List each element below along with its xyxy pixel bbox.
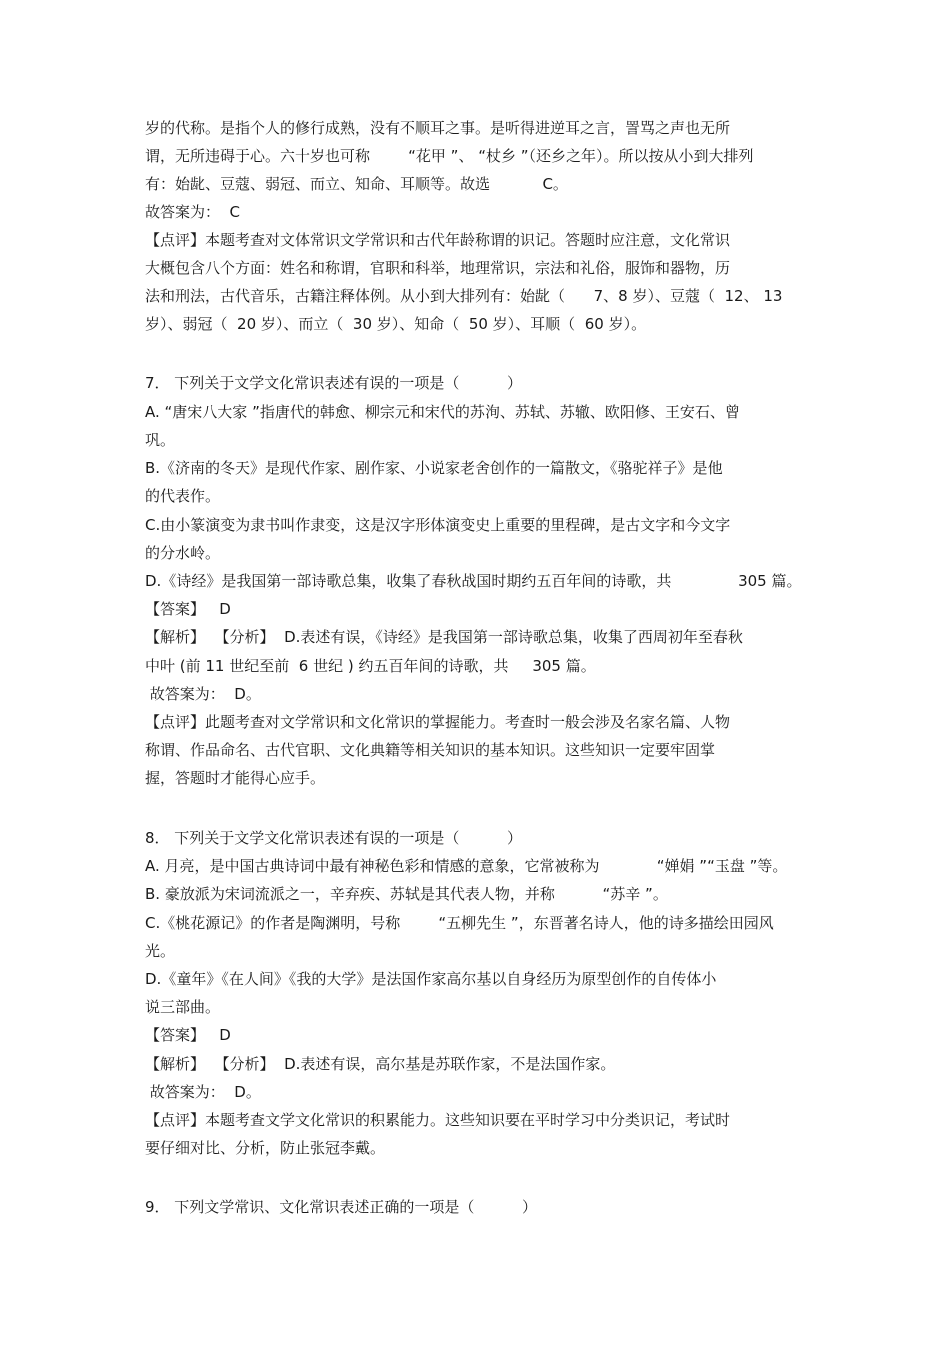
option-b: B. 豪放派为宋词流派之一，辛弃疾、苏轼是其代表人物，并称 “苏辛 ”。 — [145, 885, 668, 903]
text-line: 岁的代称。是指个人的修行成熟，没有不顺耳之事。是听得进逆耳之言，詈骂之声也无所 — [145, 119, 731, 137]
option-c: C.由小篆演变为隶书叫作隶变，这是汉字形体演变史上重要的里程碑，是古文字和今文字 — [145, 516, 731, 534]
text-line: 中叶 (前 11 世纪至前 6 世纪 ) 约五百年间的诗歌，共 305 篇。 — [145, 657, 596, 675]
question-stem-9: 9． 下列文学常识、文化常识表述正确的一项是（ ） — [145, 1198, 537, 1216]
question-stem-8: 8． 下列关于文学文化常识表述有误的一项是（ ） — [145, 829, 522, 847]
analysis-line: 【解析】 【分析】 D.表述有误，高尔基是苏联作家，不是法国作家。 — [145, 1055, 616, 1073]
option-a: A. “唐宋八大家 ”指唐代的韩愈、柳宗元和宋代的苏洵、苏轼、苏辙、欧阳修、王安石、曾 — [145, 403, 740, 421]
text-line: 巩。 — [145, 431, 176, 449]
text-line: 故答案为： C — [145, 203, 241, 221]
text-line: 握，答题时才能得心应手。 — [145, 769, 326, 787]
question-stem-7: 7． 下列关于文学文化常识表述有误的一项是（ ） — [145, 374, 522, 392]
comment-line: 【点评】本题考查文学文化常识的积累能力。这些知识要在平时学习中分类识记，考试时 — [145, 1111, 731, 1129]
text-line: 有：始龀、豆蔻、弱冠、而立、知命、耳顺等。故选 C。 — [145, 175, 568, 193]
option-c: C.《桃花源记》的作者是陶渊明，号称 “五柳先生 ”，东晋著名诗人，他的诗多描绘田园风 — [145, 914, 774, 932]
option-a: A. 月亮，是中国古典诗词中最有神秘色彩和情感的意象，它常被称为 “婵娟 ”“玉盘 ”等。 — [145, 857, 788, 875]
text-line: 的分水岭。 — [145, 544, 221, 562]
text-line: 大概包含八个方面：姓名和称谓，官职和科举，地理常识，宗法和礼俗，服饰和器物，历 — [145, 259, 731, 277]
text-line: 故答案为： D。 — [145, 1083, 261, 1101]
answer-line: 【答案】 D — [145, 1026, 231, 1044]
option-d: D.《诗经》是我国第一部诗歌总集，收集了春秋战国时期约五百年间的诗歌，共 305 篇。 — [145, 572, 802, 590]
text-line: 【点评】本题考查对文体常识文学常识和古代年龄称谓的识记。答题时应注意，文化常识 — [145, 231, 731, 249]
option-b: B.《济南的冬天》是现代作家、剧作家、小说家老舍创作的一篇散文，《骆驼祥子》是他 — [145, 459, 723, 477]
option-d: D.《童年》《在人间》《我的大学》是法国作家高尔基以自身经历为原型创作的自传体小 — [145, 970, 717, 988]
text-line: 岁）、弱冠（ 20 岁）、而立（ 30 岁）、知命（ 50 岁）、耳顺（ 60 岁）。 — [145, 315, 647, 333]
text-line: 谓，无所违碍于心。六十岁也可称 “花甲 ”、 “杖乡 ”（还乡之年）。所以按从小到大排列 — [145, 147, 754, 165]
text-line: 说三部曲。 — [145, 998, 221, 1016]
text-line: 法和刑法，古代音乐，古籍注释体例。从小到大排列有：始龀（ 7、8 岁）、豆蔻（ 12、 13 — [145, 287, 783, 305]
answer-line: 【答案】 D — [145, 600, 231, 618]
text-line: 光。 — [145, 942, 176, 960]
text-line: 故答案为： D。 — [145, 685, 261, 703]
comment-line: 【点评】此题考查对文学常识和文化常识的掌握能力。考查时一般会涉及名家名篇、人物 — [145, 713, 731, 731]
text-line: 称谓、作品命名、古代官职、文化典籍等相关知识的基本知识。这些知识一定要牢固掌 — [145, 741, 716, 759]
text-line: 要仔细对比、分析，防止张冠李戴。 — [145, 1139, 386, 1157]
text-line: 的代表作。 — [145, 487, 221, 505]
analysis-line: 【解析】 【分析】 D.表述有误，《诗经》是我国第一部诗歌总集，收集了西周初年至春秋 — [145, 628, 743, 646]
